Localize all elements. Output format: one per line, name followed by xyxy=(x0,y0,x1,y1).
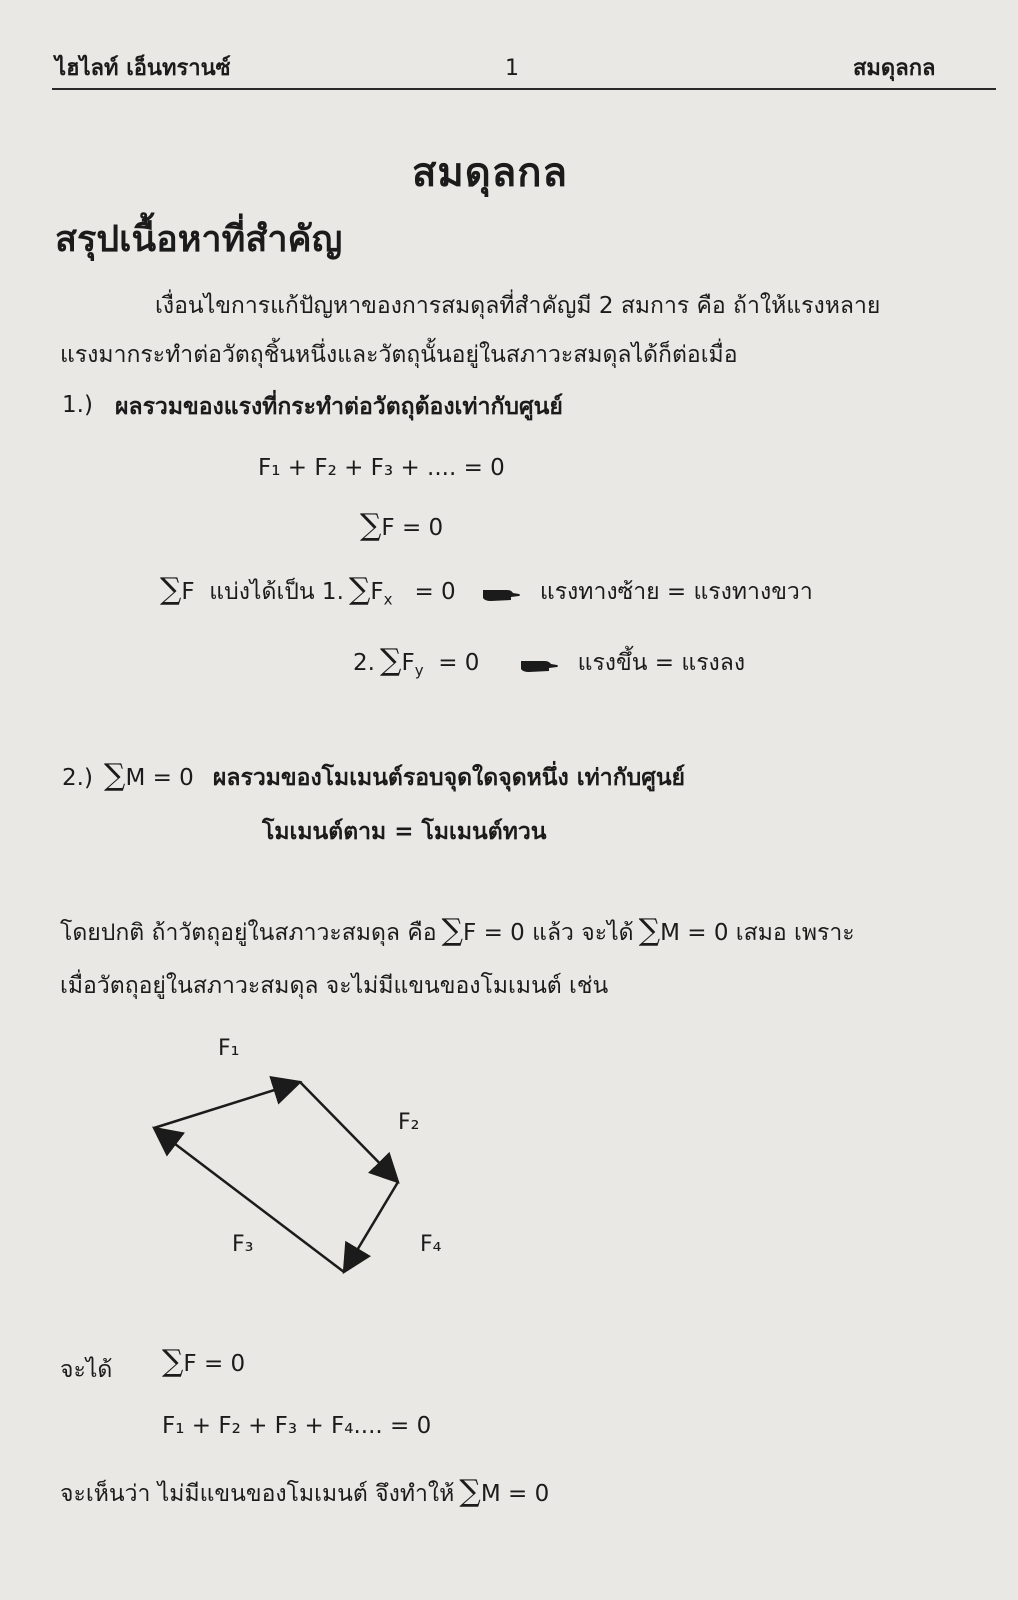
header-rule xyxy=(52,88,996,90)
force-vector-f2 xyxy=(300,1082,398,1182)
item1-number: 1.) xyxy=(62,392,93,418)
result-equation-2: F₁ + F₂ + F₃ + F₄.... = 0 xyxy=(162,1413,432,1439)
sigma-symbol: ∑ xyxy=(360,508,382,543)
sigma-symbol: ∑ xyxy=(160,572,182,607)
item1-fy-equation: = 0 xyxy=(438,650,480,676)
intro-line-1: เงื่อนไขการแก้ปัญหาของการสมดุลที่สำคัญมี 2 สมการ คือ ถ้าให้แรงหลาย xyxy=(155,293,881,319)
result-prefix: จะได้ xyxy=(60,1357,113,1383)
item1-split-row: ∑F แบ่งได้เป็น 1. $\sum F_x$ = 0 แรงทางซ้าย = แรงทางขวา xyxy=(160,572,813,609)
item2-number: 2.) xyxy=(62,765,93,791)
header-book-title: ไฮไลท์ เอ็นทรานซ์ xyxy=(55,56,231,81)
force-polygon-diagram xyxy=(140,1060,440,1310)
item1-fy-meaning: แรงขึ้น = แรงลง xyxy=(577,650,746,676)
sigma-symbol: ∑ xyxy=(638,913,661,948)
header-chapter-title: สมดุลกล xyxy=(853,56,936,81)
force-vector-f4 xyxy=(344,1182,398,1272)
item1-text: ผลรวมของแรงที่กระทำต่อวัตถุต้องเท่ากับศูนย์ xyxy=(115,394,563,420)
item1-split-label: แบ่งได้เป็น 1. xyxy=(209,579,344,605)
item1-sigma-equation xyxy=(360,508,443,543)
sigma-symbol: ∑ xyxy=(380,643,402,678)
sigma-symbol: ∑ xyxy=(459,1474,481,1509)
conclusion: จะเห็นว่า ไม่มีแขนของโมเมนต์ จึงทำให้ ∑M = 0 xyxy=(60,1474,550,1509)
header-page-number: 1 xyxy=(505,56,519,81)
sigma-symbol: ∑ xyxy=(348,572,371,607)
section-title: สรุปเนื้อหาที่สำคัญ xyxy=(55,219,343,260)
diagram-label-f3: F₃ xyxy=(232,1232,254,1257)
item1-sum-equation: F₁ + F₂ + F₃ + .... = 0 xyxy=(258,455,505,481)
sigma-symbol: ∑ xyxy=(104,758,126,793)
item1-sigma-text: F = 0 xyxy=(381,515,444,541)
item1-two: 2. xyxy=(353,650,375,676)
sigma-symbol: ∑ xyxy=(162,1344,184,1379)
result-equation-1: ∑F = 0 xyxy=(162,1344,246,1379)
item1-fy-row: 2. $\sum F_y = 0$ แรงขึ้น = แรงลง xyxy=(353,643,746,680)
item1-fx-meaning: แรงทางซ้าย = แรงทางขวา xyxy=(539,579,813,605)
force-vector-f1 xyxy=(154,1082,300,1128)
item2-row xyxy=(62,758,685,796)
sigma-symbol: ∑ xyxy=(441,913,464,948)
page-title: สมดุลกล xyxy=(412,150,568,196)
item2-equation: M = 0 xyxy=(125,765,194,791)
diagram-label-f4: F₄ xyxy=(420,1232,442,1257)
intro-line-2: แรงมากระทำต่อวัตถุชิ้นหนึ่งและวัตถุนั้นอยู่ในสภาวะสมดุลได้ก็ต่อเมื่อ xyxy=(60,342,738,368)
diagram-label-f1: F₁ xyxy=(218,1036,240,1061)
item1-fx-equation: = 0 xyxy=(414,579,456,605)
item2-text: ผลรวมของโมเมนต์รอบจุดใดจุดหนึ่ง เท่ากับศูนย์ xyxy=(212,765,686,791)
item2-subtext: โมเมนต์ตาม = โมเมนต์ทวน xyxy=(262,819,547,845)
note-line-1: โดยปกติ ถ้าวัตถุอยู่ในสภาวะสมดุล คือ ∑F = 0 แล้ว จะได้ ∑M = 0 เสมอ เพราะ xyxy=(60,913,855,948)
note-line-2: เมื่อวัตถุอยู่ในสภาวะสมดุล จะไม่มีแขนของโมเมนต์ เช่น xyxy=(60,973,609,999)
pointing-hand-icon xyxy=(481,586,521,604)
diagram-label-f2: F₂ xyxy=(398,1110,420,1135)
pointing-hand-icon xyxy=(519,657,559,675)
